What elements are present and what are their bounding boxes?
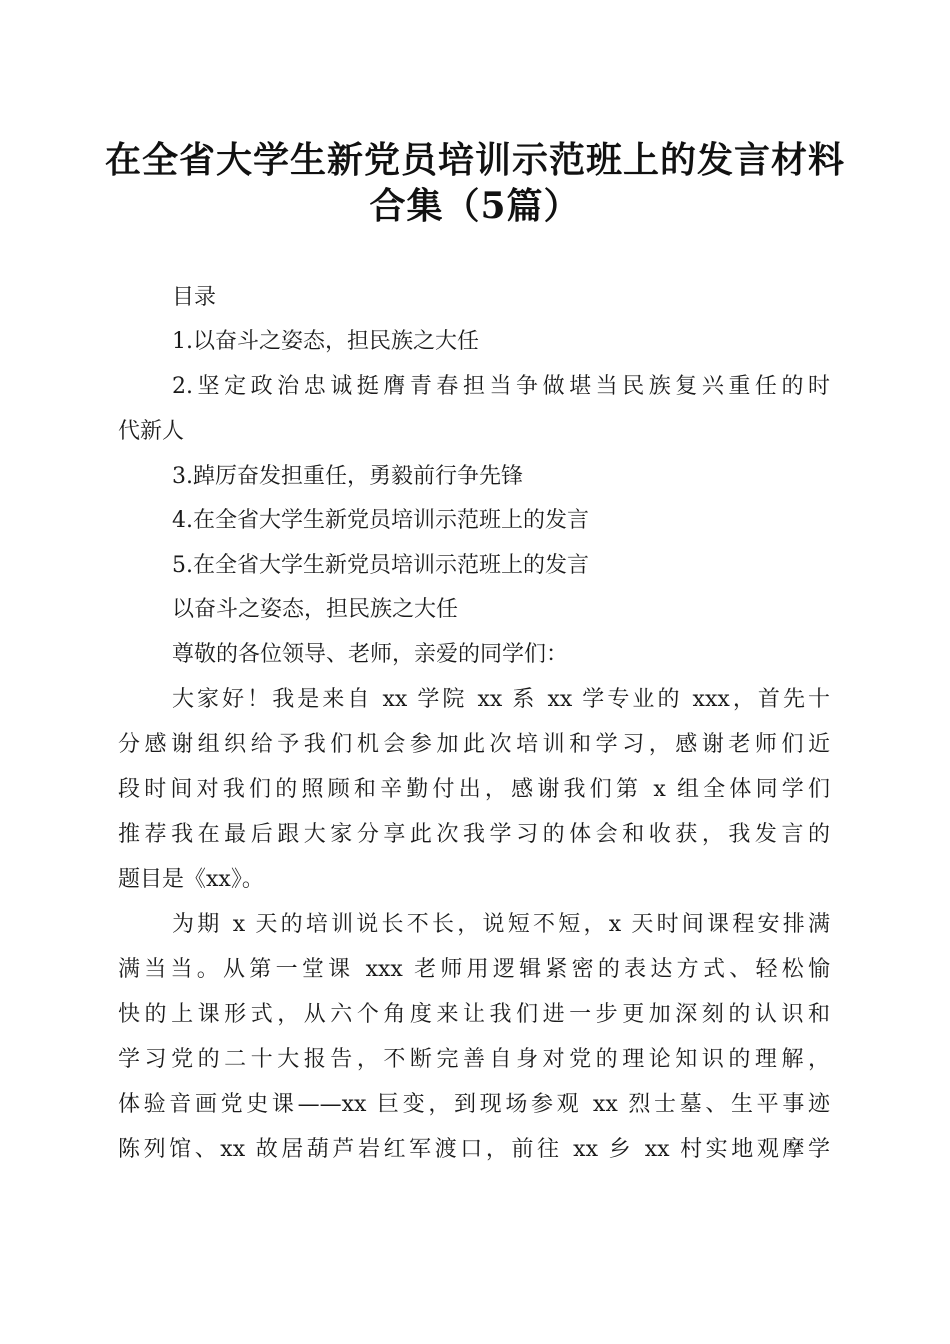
- para1-line-3: 段时间对我们的照顾和辛勤付出，感谢我们第 x 组全体同学们: [118, 777, 830, 802]
- toc-item-2-line-1: 2.坚定政治忠诚挺膺青春担当争做堪当民族复兴重任的时: [172, 374, 830, 399]
- toc-item-3: 3.踔厉奋发担重任，勇毅前行争先锋: [172, 464, 523, 489]
- para2-line-5: 体验音画党史课——xx 巨变，到现场参观 xx 烈士墓、生平事迹: [118, 1092, 830, 1117]
- toc-item-1: 1.以奋斗之姿态，担民族之大任: [172, 329, 479, 354]
- para1-line-4: 推荐我在最后跟大家分享此次我学习的体会和收获，我发言的: [118, 822, 830, 847]
- para2-line-3: 快的上课形式，从六个角度来让我们进一步更加深刻的认识和: [118, 1002, 830, 1027]
- toc-item-2-line-2: 代新人: [118, 419, 185, 444]
- greeting: 尊敬的各位领导、老师，亲爱的同学们：: [172, 642, 569, 667]
- toc-heading: 目录: [172, 285, 217, 310]
- para1-line-2: 分感谢组织给予我们机会参加此次培训和学习，感谢老师们近: [118, 732, 830, 757]
- section-title: 以奋斗之姿态，担民族之大任: [172, 597, 459, 622]
- para1-line-5: 题目是《xx》。: [118, 867, 264, 892]
- toc-item-4: 4.在全省大学生新党员培训示范班上的发言: [172, 508, 589, 533]
- para2-line-1: 为期 x 天的培训说长不长，说短不短，x 天时间课程安排满: [172, 912, 830, 937]
- document-title-line-2: 合集（5篇）: [369, 185, 581, 227]
- para2-line-2: 满当当。从第一堂课 xxx 老师用逻辑紧密的表达方式、轻松愉: [118, 957, 830, 982]
- para2-line-6: 陈列馆、xx 故居葫芦岩红军渡口，前往 xx 乡 xx 村实地观摩学: [118, 1137, 830, 1162]
- para1-line-1: 大家好！我是来自 xx 学院 xx 系 xx 学专业的 xxx，首先十: [172, 687, 830, 712]
- document-title-line-1: 在全省大学生新党员培训示范班上的发言材料: [104, 139, 845, 181]
- toc-item-5: 5.在全省大学生新党员培训示范班上的发言: [172, 553, 589, 578]
- para2-line-4: 学习党的二十大报告，不断完善自身对党的理论知识的理解，: [118, 1047, 830, 1072]
